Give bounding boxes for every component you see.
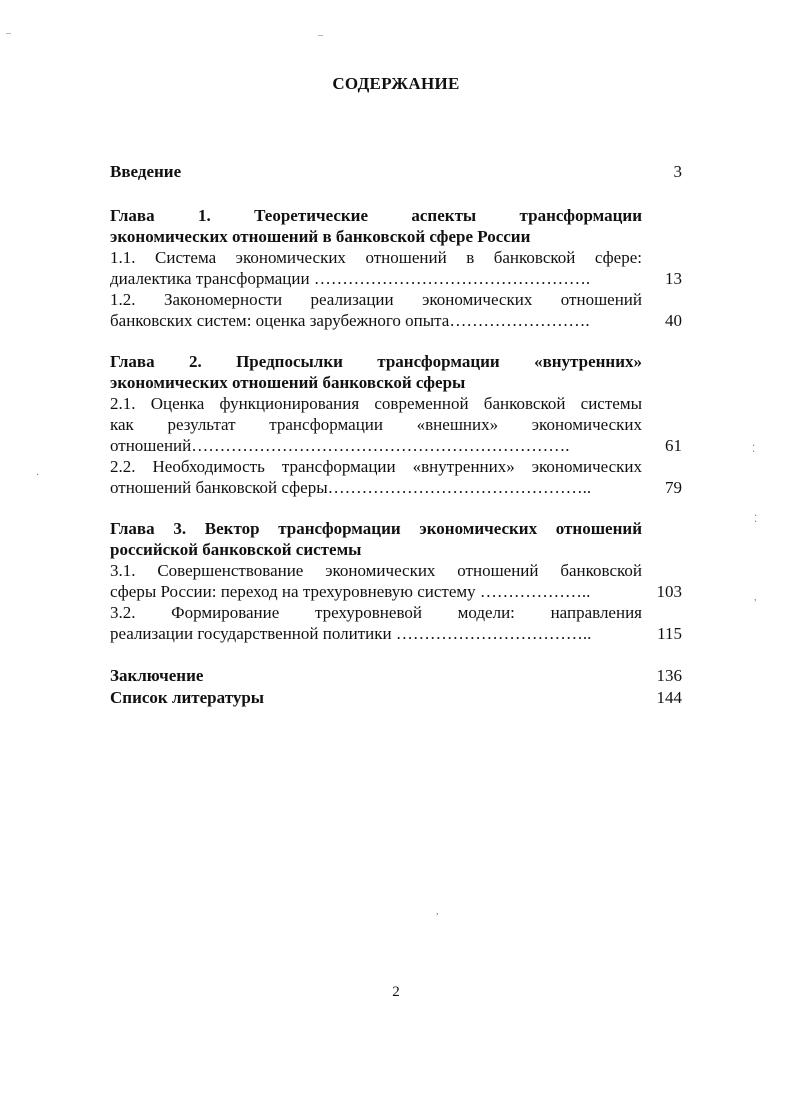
section-text: отношений………………………………………………………….	[110, 436, 570, 455]
toc-page-number: 79	[665, 478, 682, 497]
chapter-heading: Глава 3. Вектор трансформации экономических отношений	[110, 519, 642, 538]
toc-page-number: 3	[673, 162, 682, 181]
toc-section-2-1[interactable]	[110, 393, 682, 456]
toc-section-1-2[interactable]	[110, 289, 682, 331]
section-text: 1.1. Система экономических отношений в банковской сфере:	[110, 248, 642, 267]
chapter-heading: Глава 2. Предпосылки трансформации «внутренних»	[110, 352, 642, 371]
toc-page-number: 144	[656, 688, 682, 707]
toc-section-3-1[interactable]	[110, 560, 682, 602]
section-text: реализации государственной политики ……………………………..	[110, 624, 592, 643]
chapter-heading: российской банковской системы	[110, 540, 362, 559]
chapter-heading: экономических отношений банковской сферы	[110, 373, 466, 392]
toc-entry-label: Заключение	[110, 666, 204, 685]
toc-page-number: 136	[656, 666, 682, 685]
toc-entry-intro[interactable]	[110, 161, 682, 182]
section-text: сферы России: переход на трехуровневую систему ………………..	[110, 582, 591, 601]
page-title: СОДЕРЖАНИЕ	[332, 74, 460, 93]
toc-chapter-1[interactable]	[110, 205, 682, 331]
page-number: 2	[392, 984, 400, 1000]
toc-chapter-3[interactable]	[110, 518, 682, 644]
section-text: банковских систем: оценка зарубежного опыта…………………….	[110, 311, 590, 330]
section-text: 2.2. Необходимость трансформации «внутренних» экономических	[110, 457, 642, 476]
section-text: 1.2. Закономерности реализации экономических отношений	[110, 290, 642, 309]
section-text: 3.1. Совершенствование экономических отношений банковской	[110, 561, 642, 580]
section-text: 2.1. Оценка функционирования современной банковской системы	[110, 394, 642, 413]
toc-section-2-2[interactable]	[110, 456, 682, 498]
toc-entry-conclusion[interactable]	[110, 665, 682, 686]
toc-page-number: 61	[665, 436, 682, 455]
section-text: отношений банковской сферы………………………………………..	[110, 478, 592, 497]
toc-page-number: 13	[665, 269, 682, 288]
section-text: как результат трансформации «внешних» экономических	[110, 415, 642, 434]
toc-entry-label: Список литературы	[110, 688, 265, 707]
toc-page-number: 40	[665, 311, 682, 330]
toc-page-number: 115	[657, 624, 682, 643]
toc-page-number: 103	[656, 582, 682, 601]
toc-entry-label: Введение	[110, 162, 182, 181]
toc-chapter-2[interactable]	[110, 351, 682, 498]
section-text: диалектика трансформации ………………………………………….	[110, 269, 591, 288]
chapter-heading: Глава 1. Теоретические аспекты трансформации	[110, 206, 642, 225]
toc-entry-references[interactable]	[110, 687, 682, 708]
toc-section-3-2[interactable]	[110, 602, 682, 644]
chapter-heading: экономических отношений в банковской сфере России	[110, 227, 531, 246]
toc-section-1-1[interactable]	[110, 247, 682, 289]
section-text: 3.2. Формирование трехуровневой модели: направления	[110, 603, 642, 622]
